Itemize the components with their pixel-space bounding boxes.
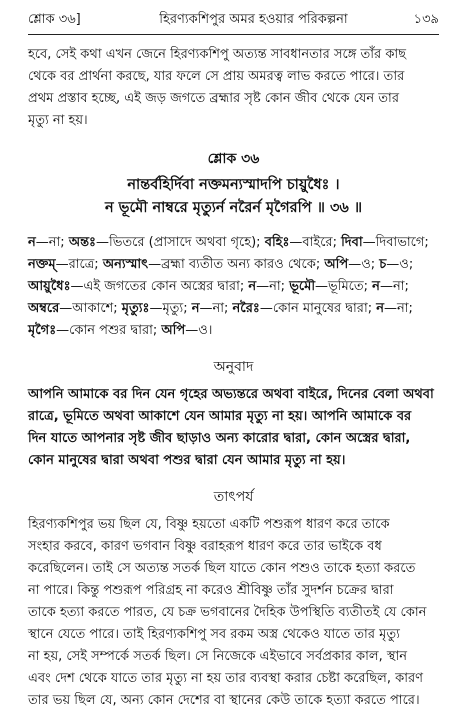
running-header [28, 10, 439, 30]
synonym-word: নরৈঃ [232, 301, 260, 316]
synonym-word: চ [379, 257, 387, 272]
translation-line: দিন যাতে আপনার সৃষ্ট জীব ছাড়াও অন্য কারোর দ্বারা, কোন অস্ত্রের দ্বারা, [28, 431, 411, 446]
synonym-meaning: ভূমিতে; [328, 279, 373, 294]
word-meanings [28, 232, 439, 342]
synonym-word: দিবা [341, 235, 363, 250]
intro-line: থেকে বর প্রার্থনা করছে, যার ফলে সে প্রায় অমরত্ব লাভ করতে পারে। তার [28, 69, 405, 84]
translation-line: আপনি আমাকে বর দিন যেন গৃহের অভ্যন্তরে অথবা বাইরে, দিনের বেলা অথবা [28, 387, 434, 402]
synonym-meaning: ও; [399, 257, 414, 272]
synonym-meaning: না; [212, 301, 233, 316]
purport-title: তাৎপর্য [213, 489, 254, 505]
synonym-word: আয়ুধৈঃ [28, 279, 71, 294]
synonym-meaning: ও। [198, 323, 213, 338]
intro-line: মৃত্যু না হয়। [28, 113, 88, 128]
translation-line: কোন মানুষের দ্বারা অথবা পশুর দ্বারা যেন আমার মৃত্যু না হয়। [28, 453, 346, 468]
synonym-word: মৃগৈঃ [28, 323, 57, 338]
synonym-word: ন [372, 279, 380, 294]
synonym-line: নক্তম্—রাত্রে; অন্যস্মাৎ—ব্রহ্মা ব্যতীত অন্য কারও থেকে; অপি—ও; চ—ও; [28, 257, 414, 272]
synonym-meaning: কোন পশুর দ্বারা; [69, 323, 162, 338]
synonym-word: অন্তঃ [68, 235, 96, 250]
translation-title: অনুবাদ [213, 359, 254, 375]
page-body [28, 44, 439, 712]
verse-line: নান্তর্বহির্দিবা নক্তমন্যস্মাদপি চায়ুধৈঃ । [127, 177, 340, 193]
purport-line: না হয়, সেই সম্পর্কে সতর্ক ছিল। সে নিজেকে এইভাবে সর্বপ্রকার কাল, স্থান [28, 649, 408, 664]
synonym-meaning: না; [269, 279, 290, 294]
purport-line: তাকে হত্যা করতে পারত, যে চক্র ভগবানের দৈহিক উপস্থিতি ব্যতীতই যে কোন [28, 605, 427, 620]
intro-line: হবে, সেই কথা এখন জেনে হিরণ্যকশিপু অত্যন্ত সাবধানতার সঙ্গে তাঁর কাছ [28, 47, 407, 62]
synonym-meaning: ব্রহ্মা ব্যতীত অন্য কারও থেকে; [161, 257, 325, 272]
sanskrit-verse [28, 174, 439, 220]
intro-paragraph [28, 44, 439, 132]
synonym-word: মৃত্যুঃ [121, 301, 150, 316]
synonym-meaning: ভিতরে (প্রাসাদে অথবা গৃহে); [108, 235, 265, 250]
synonym-meaning: মৃত্যু; [162, 301, 192, 316]
synonym-meaning: এই জগতের কোন অস্ত্রের দ্বারা; [83, 279, 249, 294]
synonym-line: মৃগৈঃ—কোন পশুর দ্বারা; অপি—ও। [28, 323, 213, 338]
verse-line: ন ভূমৌ নাম্বরে মৃত্যুর্ন নরৈর্ন মৃগৈরপি ॥ ৩৬ ॥ [104, 200, 363, 216]
page-number: ১৩৯ [413, 11, 439, 27]
synonym-word: অম্বরে [28, 301, 60, 316]
purport-line: সংহার করবে, কারণ ভগবান বিষ্ণু বরাহরূপ ধারণ করে তার ভাইকে বধ [28, 539, 382, 554]
purport-line: এবং দেশ থেকে যাতে তার মৃত্যু না হয় তার ব্যবস্থা করার চেষ্টা করেছিল, কারণ [28, 671, 423, 686]
verse-title: শ্লোক ৩৬ [207, 151, 260, 167]
purport-paragraph [28, 514, 439, 712]
purport-line: স্থানে যেতে পারে। তাই হিরণ্যকশিপু সব রকম অস্ত্র থেকেও যাতে তার মৃত্যু [28, 627, 400, 642]
synonym-word: ভূমৌ [289, 279, 316, 294]
synonym-meaning: না; [48, 235, 69, 250]
header-verse-ref: শ্লোক ৩৬] [28, 11, 81, 27]
translation-paragraph [28, 384, 439, 472]
synonym-word: অপি [161, 323, 186, 338]
synonym-line: অম্বরে—আকাশে; মৃত্যুঃ—মৃত্যু; ন—না; নরৈঃ—কোন মানুষের দ্বারা; ন—না; [28, 301, 413, 316]
synonym-word: বহিঃ [264, 235, 290, 250]
synonym-meaning: আকাশে; [72, 301, 122, 316]
purport-line: হিরণ্যকশিপুর ভয় ছিল যে, বিষ্ণু হয়তো একটি পশুরূপ ধারণ করে তাকে [28, 517, 390, 532]
intro-line: প্রথম প্রস্তাব হচ্ছে, এই জড় জগতে ব্রহ্মার সৃষ্ট কোন জীব থেকে যেন তার [28, 91, 399, 106]
purport-line: না পারে। কিন্তু পশুরূপ পরিগ্রহ না করেও শ্রীবিষ্ণু তাঁর সুদর্শন চক্রের দ্বারা [28, 583, 394, 598]
synonym-line: আয়ুধৈঃ—এই জগতের কোন অস্ত্রের দ্বারা; ন—না; ভূমৌ—ভূমিতে; ন—না; [28, 279, 409, 294]
synonym-word: ন [191, 301, 200, 316]
synonym-meaning: রাত্রে; [68, 257, 103, 272]
synonym-line: ন—না; অন্তঃ—ভিতরে (প্রাসাদে অথবা গৃহে); বহিঃ—বাইরে; দিবা—দিবাভাগে; [28, 235, 429, 250]
synonym-meaning: না; [392, 279, 409, 294]
synonym-meaning: বাইরে; [302, 235, 342, 250]
purport-line: করেছিলেন। তাই সে অত্যন্ত সতর্ক ছিল যাতে কোন পশুও তাকে হত্যা করতে [28, 561, 416, 576]
synonym-word: ন [28, 235, 36, 250]
synonym-meaning: কোন মানুষের দ্বারা; [272, 301, 377, 316]
synonym-word: ন [248, 279, 257, 294]
translation-line: রাত্রে, ভূমিতে অথবা আকাশে যেন আমার মৃত্যু না হয়। আপনি আমাকে বর [28, 409, 412, 424]
synonym-word: ন [376, 301, 384, 316]
synonym-word: অপি [324, 257, 349, 272]
synonym-meaning: না; [397, 301, 413, 316]
synonym-meaning: দিবাভাগে; [375, 235, 429, 250]
synonym-word: নক্তম্ [28, 257, 56, 272]
synonym-meaning: ও; [361, 257, 380, 272]
synonym-word: অন্যস্মাৎ [102, 257, 149, 272]
header-chapter-title: হিরণ্যকশিপুর অমর হওয়ার পরিকল্পনা [159, 11, 348, 27]
purport-line: তার ভয় ছিল যে, অন্য কোন দেশের বা স্থানের কেউ তাকে হত্যা করতে পারে। [28, 693, 420, 708]
header-rule [28, 34, 439, 35]
